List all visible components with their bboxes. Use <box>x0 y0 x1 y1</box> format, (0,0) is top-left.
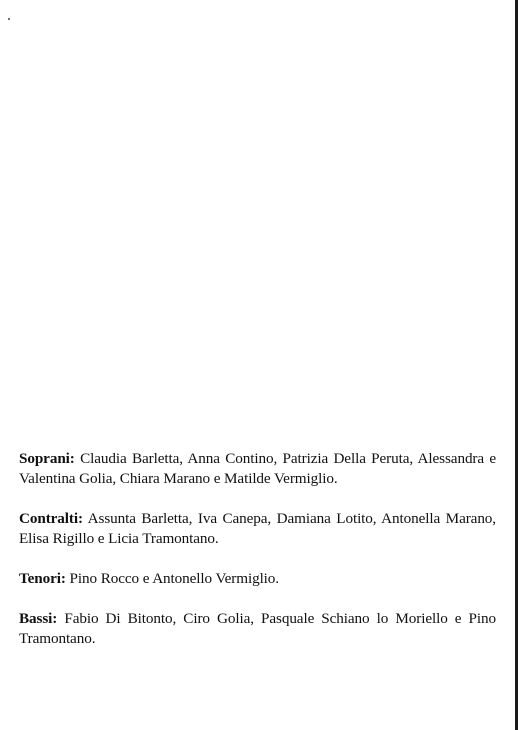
tenori-names: Pino Rocco e Antonello Vermiglio. <box>69 570 279 587</box>
soprani-names: Claudia Barletta, Anna Contino, Patrizia Della Peruta, Alessandra e Valentina Golia, Chiara Marano e Matilde Vermiglio. <box>19 450 497 487</box>
contralti-section <box>19 509 496 549</box>
tenori-section <box>19 569 496 589</box>
choir-member-list <box>19 449 496 649</box>
soprani-section <box>19 449 496 489</box>
scan-speck <box>8 18 10 20</box>
bassi-label: Bassi: <box>19 610 58 627</box>
contralti-label: Contralti: <box>19 510 83 527</box>
bassi-names: Fabio Di Bitonto, Ciro Golia, Pasquale Schiano lo Moriello e Pino Tramontano. <box>19 610 496 647</box>
bassi-section <box>19 609 496 649</box>
tenori-label: Tenori: <box>19 570 66 587</box>
soprani-label: Soprani: <box>19 450 75 467</box>
contralti-names: Assunta Barletta, Iva Canepa, Damiana Lotito, Antonella Marano, Elisa Rigillo e Licia Tramontano. <box>19 510 496 547</box>
